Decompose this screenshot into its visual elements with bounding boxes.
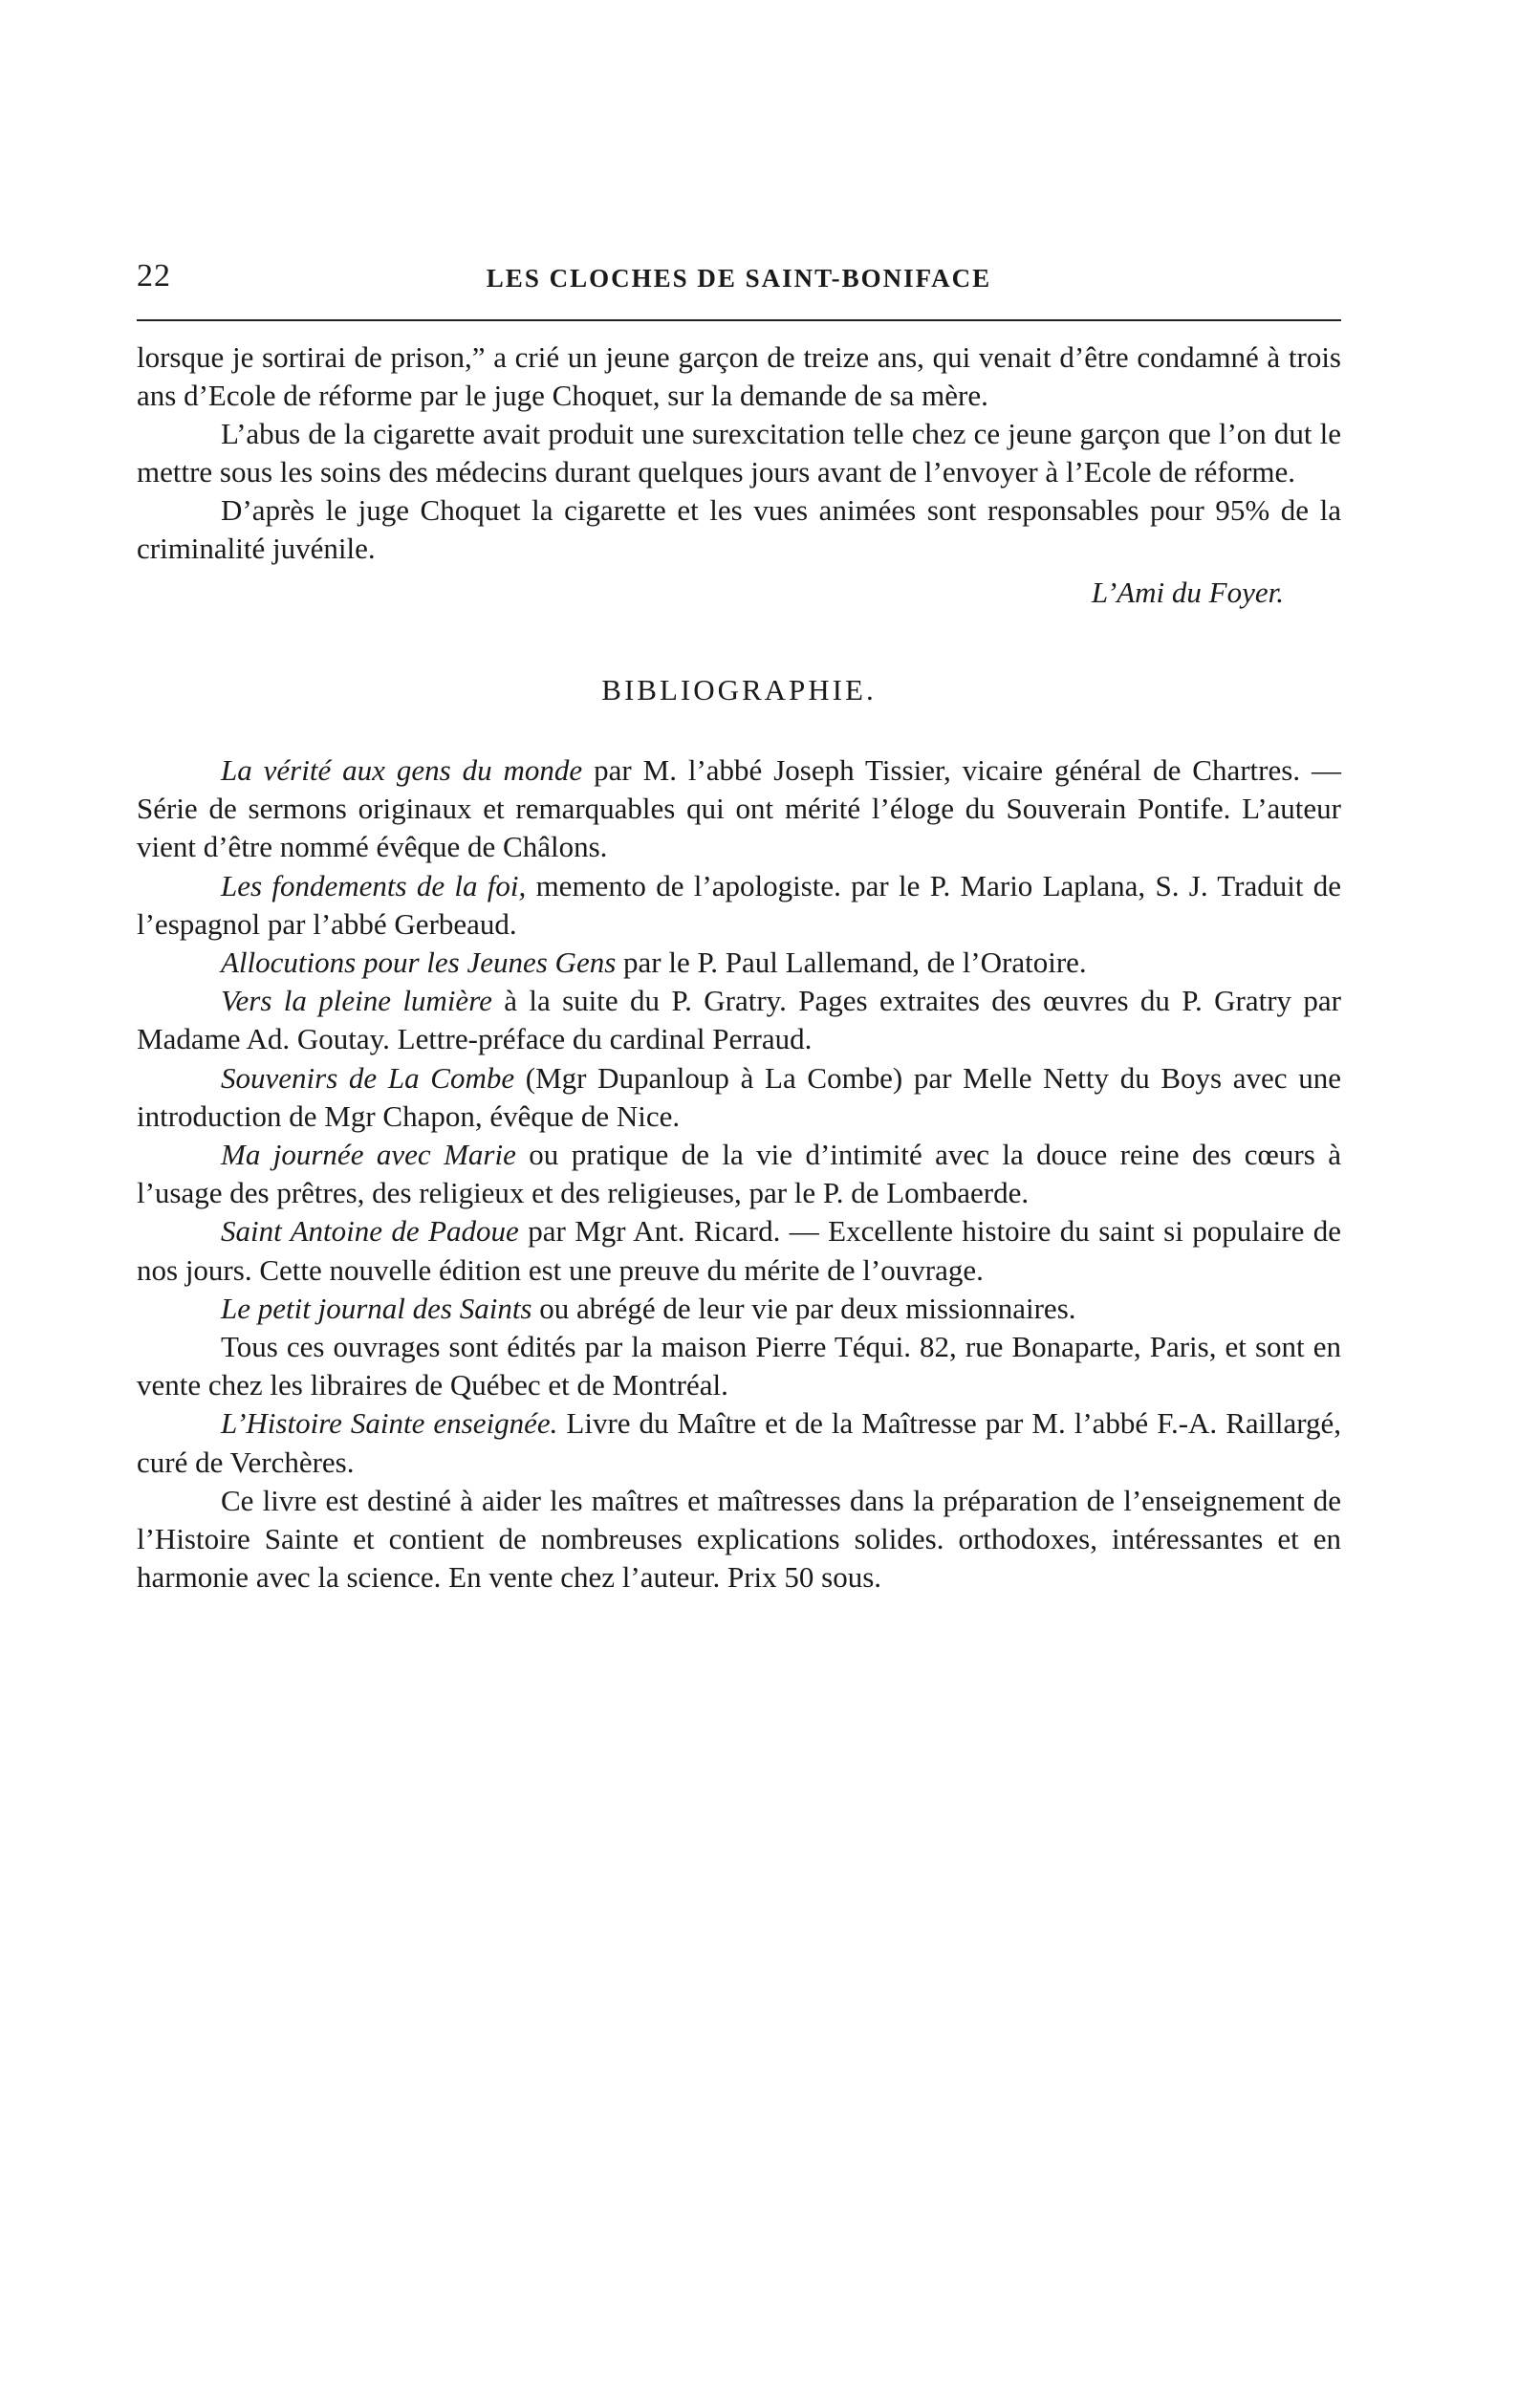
bibliography-entry <box>137 1404 1341 1481</box>
article-paragraph: D’après le juge Choquet la cigarette et les vues animées sont responsables pour 95% de la criminalité juvénile. <box>137 493 1341 565</box>
entry-description: Livre du Maître et de la Maîtresse par M. l’abbé F.-A. Raillargé, curé de Verchères. <box>137 1406 1341 1479</box>
book-title: Souvenirs de La Combe <box>221 1060 515 1095</box>
entry-description: ou pratique de la vie d’intimité avec la douce reine des cœurs à l’usage des prêtres, des religieux et des religieuses, par le P. de Lombaerde. <box>137 1138 1341 1210</box>
book-title: Allocutions pour les Jeunes Gens <box>221 946 617 980</box>
entry-description: ou abrégé de leur vie par deux missionnaires. <box>531 1291 1076 1325</box>
article-paragraph: L’abus de la cigarette avait produit une surexcitation telle chez ce jeune garçon que l’on dut le mettre sous les soins des médecins durant quelques jours avant de l’envoyer à l’Ecole de réforme. <box>137 417 1341 489</box>
book-page <box>137 258 1341 1597</box>
book-title: L’Histoire Sainte enseignée. <box>221 1406 558 1441</box>
bibliography-entry <box>137 1328 1341 1404</box>
page-number: 22 <box>137 258 171 293</box>
entry-description: (Mgr Dupanloup à La Combe) par Melle Netty du Boys avec une introduction de Mgr Chapon, évêque de Nice. <box>137 1060 1341 1133</box>
bibliography-list <box>137 751 1341 1597</box>
entry-description: par M. l’abbé Joseph Tissier, vicaire général de Chartres. — Série de sermons originaux et remarquables qui ont mérité l’éloge du Souverain Pontife. L’auteur vient d’être nommé évêque de Châlons. <box>137 753 1341 864</box>
article-signature: L’Ami du Foyer. <box>1091 576 1284 609</box>
entry-description: par Mgr Ant. Ricard. — Excellente histoire du saint si populaire de nos jours. Cette nouvelle édition est une preuve du mérite de l’ouvrage. <box>137 1214 1341 1287</box>
bibliography-entry <box>137 1290 1341 1328</box>
article-paragraph: lorsque je sortirai de prison,” a crié un jeune garçon de treize ans, qui venait d’être condamné à trois ans d’Ecole de réforme par le juge Choquet, sur la demande de sa mère. <box>137 340 1341 412</box>
bibliography-entry <box>137 867 1341 944</box>
bibliography-entry <box>137 751 1341 867</box>
book-title: La vérité aux gens du monde <box>221 753 583 787</box>
entry-description: à la suite du P. Gratry. Pages extraites des œuvres du P. Gratry par Madame Ad. Goutay. Lettre-préface du cardinal Perraud. <box>137 984 1341 1056</box>
bibliography-entry <box>137 1482 1341 1598</box>
book-title: Les fondements de la foi, <box>221 868 527 902</box>
book-title: Saint Antoine de Padoue <box>221 1214 519 1249</box>
bibliography-entry <box>137 982 1341 1058</box>
article-text <box>137 338 1341 568</box>
entry-description: Ce livre est destiné à aider les maîtres et maîtresses dans la préparation de l’enseignement de l’Histoire Sainte et contient de nombreuses explications solides. orthodoxes, intéressantes et en harmonie avec la science. En vente chez l’auteur. Prix 50 sous. <box>137 1483 1341 1595</box>
book-title: Vers la pleine lumière <box>221 984 492 1018</box>
running-title: LES CLOCHES DE SAINT-BONIFACE <box>486 264 992 293</box>
entry-description: Tous ces ouvrages sont édités par la maison Pierre Téqui. 82, rue Bonaparte, Paris, et sont en vente chez les libraires de Québec et de Montréal. <box>137 1330 1341 1402</box>
bibliography-entry <box>137 1059 1341 1136</box>
book-title: Le petit journal des Saints <box>221 1291 532 1325</box>
running-head <box>137 258 1341 321</box>
bibliography-entry <box>137 1136 1341 1212</box>
entry-description: par le P. Paul Lallemand, de l’Oratoire. <box>616 946 1087 980</box>
section-heading: BIBLIOGRAPHIE. <box>601 673 877 706</box>
bibliography-entry <box>137 944 1341 982</box>
entry-description: memento de l’apologiste. par le P. Mario Laplana, S. J. Traduit de l’espagnol par l’abbé Gerbeaud. <box>137 868 1341 941</box>
book-title: Ma journée avec Marie <box>221 1138 516 1172</box>
bibliography-entry <box>137 1212 1341 1289</box>
